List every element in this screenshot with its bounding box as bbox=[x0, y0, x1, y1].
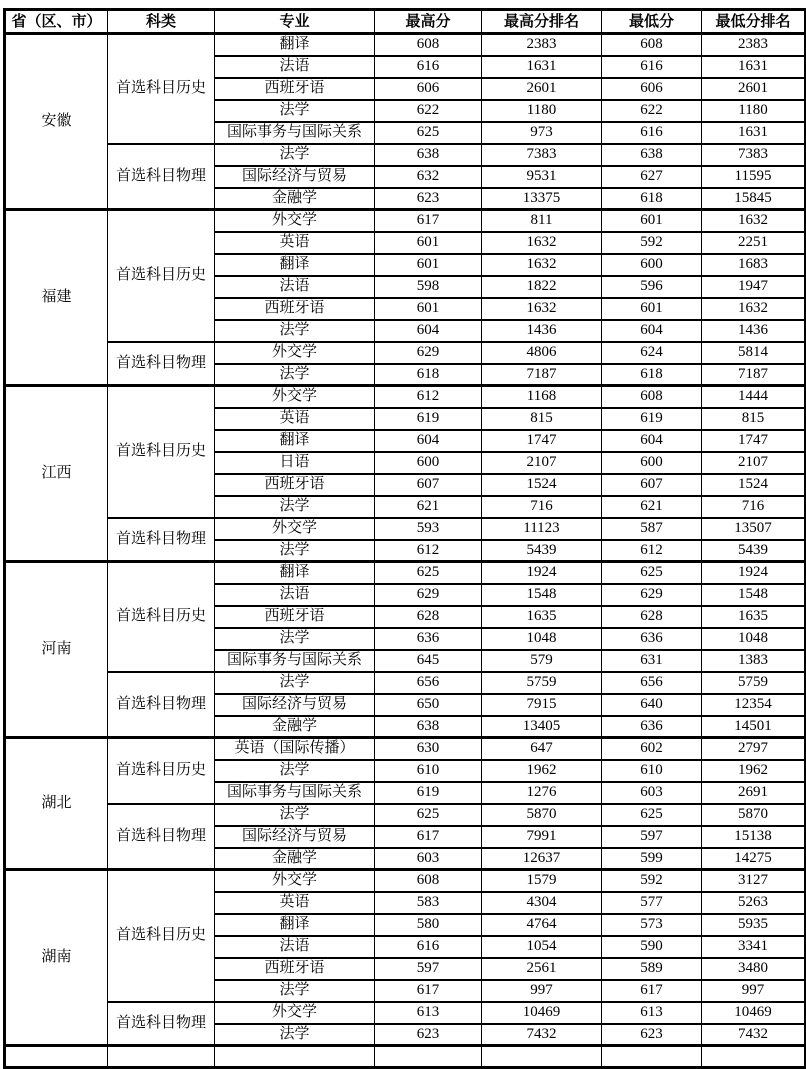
max-score-cell: 601 bbox=[375, 232, 482, 254]
province-cell: 江西 bbox=[5, 386, 108, 562]
min-rank-cell: 5759 bbox=[702, 672, 806, 694]
max-score-cell: 607 bbox=[375, 474, 482, 496]
max-score-cell: 623 bbox=[375, 1024, 482, 1046]
min-rank-cell: 5935 bbox=[702, 914, 806, 936]
table-body bbox=[5, 34, 806, 1068]
major-cell: 外交学 bbox=[215, 1002, 375, 1024]
max-rank-cell: 1548 bbox=[482, 584, 602, 606]
min-score-cell: 625 bbox=[602, 804, 702, 826]
max-rank-cell: 9531 bbox=[482, 166, 602, 188]
min-rank-cell: 2601 bbox=[702, 78, 806, 100]
major-cell: 法学 bbox=[215, 628, 375, 650]
min-rank-cell: 13507 bbox=[702, 518, 806, 540]
min-rank-cell: 1524 bbox=[702, 474, 806, 496]
min-score-cell: 612 bbox=[602, 540, 702, 562]
min-rank-cell: 1436 bbox=[702, 320, 806, 342]
max-rank-cell: 647 bbox=[482, 738, 602, 760]
min-score-cell: 599 bbox=[602, 848, 702, 870]
min-score-cell: 600 bbox=[602, 452, 702, 474]
max-score-cell: 604 bbox=[375, 320, 482, 342]
min-score-cell: 623 bbox=[602, 1024, 702, 1046]
min-rank-cell: 1947 bbox=[702, 276, 806, 298]
column-header-6: 最低分排名 bbox=[702, 10, 806, 34]
max-score-cell: 638 bbox=[375, 716, 482, 738]
min-rank-cell: 1383 bbox=[702, 650, 806, 672]
major-cell: 国际事务与国际关系 bbox=[215, 782, 375, 804]
max-score-cell: 600 bbox=[375, 452, 482, 474]
max-score-cell: 580 bbox=[375, 914, 482, 936]
max-rank-cell: 2601 bbox=[482, 78, 602, 100]
major-cell: 翻译 bbox=[215, 430, 375, 452]
min-rank-cell: 5439 bbox=[702, 540, 806, 562]
category-cell: 首选科目物理 bbox=[108, 672, 215, 738]
max-rank-cell: 1054 bbox=[482, 936, 602, 958]
min-rank-cell: 1635 bbox=[702, 606, 806, 628]
min-rank-cell: 10469 bbox=[702, 1002, 806, 1024]
min-rank-cell: 2691 bbox=[702, 782, 806, 804]
min-rank-cell: 5263 bbox=[702, 892, 806, 914]
max-score-cell: 593 bbox=[375, 518, 482, 540]
min-score-cell: 573 bbox=[602, 914, 702, 936]
max-score-cell: 619 bbox=[375, 782, 482, 804]
empty-cell bbox=[108, 1046, 215, 1068]
category-cell: 首选科目物理 bbox=[108, 144, 215, 210]
min-score-cell: 616 bbox=[602, 56, 702, 78]
max-rank-cell: 973 bbox=[482, 122, 602, 144]
header-row bbox=[5, 10, 806, 34]
min-score-cell: 617 bbox=[602, 980, 702, 1002]
major-cell: 翻译 bbox=[215, 254, 375, 276]
category-cell: 首选科目物理 bbox=[108, 1002, 215, 1046]
province-cell: 湖北 bbox=[5, 738, 108, 870]
min-score-cell: 601 bbox=[602, 210, 702, 232]
admission-score-table bbox=[3, 8, 806, 1069]
province-cell: 安徽 bbox=[5, 34, 108, 210]
min-rank-cell: 11595 bbox=[702, 166, 806, 188]
max-score-cell: 650 bbox=[375, 694, 482, 716]
major-cell: 法学 bbox=[215, 320, 375, 342]
max-score-cell: 625 bbox=[375, 804, 482, 826]
category-cell: 首选科目历史 bbox=[108, 386, 215, 518]
major-cell: 法学 bbox=[215, 804, 375, 826]
table-row bbox=[5, 562, 806, 584]
min-score-cell: 610 bbox=[602, 760, 702, 782]
min-rank-cell: 815 bbox=[702, 408, 806, 430]
min-rank-cell: 5870 bbox=[702, 804, 806, 826]
min-rank-cell: 2797 bbox=[702, 738, 806, 760]
min-score-cell: 603 bbox=[602, 782, 702, 804]
max-score-cell: 628 bbox=[375, 606, 482, 628]
min-score-cell: 606 bbox=[602, 78, 702, 100]
min-rank-cell: 3480 bbox=[702, 958, 806, 980]
major-cell: 西班牙语 bbox=[215, 78, 375, 100]
max-score-cell: 604 bbox=[375, 430, 482, 452]
min-score-cell: 600 bbox=[602, 254, 702, 276]
max-rank-cell: 1048 bbox=[482, 628, 602, 650]
max-rank-cell: 815 bbox=[482, 408, 602, 430]
major-cell: 国际经济与贸易 bbox=[215, 166, 375, 188]
max-score-cell: 623 bbox=[375, 188, 482, 210]
min-score-cell: 590 bbox=[602, 936, 702, 958]
major-cell: 法语 bbox=[215, 56, 375, 78]
max-rank-cell: 811 bbox=[482, 210, 602, 232]
column-header-2: 专业 bbox=[215, 10, 375, 34]
max-score-cell: 638 bbox=[375, 144, 482, 166]
max-score-cell: 622 bbox=[375, 100, 482, 122]
max-rank-cell: 1579 bbox=[482, 870, 602, 892]
min-score-cell: 656 bbox=[602, 672, 702, 694]
min-rank-cell: 1631 bbox=[702, 122, 806, 144]
min-rank-cell: 3127 bbox=[702, 870, 806, 892]
major-cell: 外交学 bbox=[215, 870, 375, 892]
empty-cell bbox=[375, 1046, 482, 1068]
table-row bbox=[5, 518, 806, 540]
max-score-cell: 613 bbox=[375, 1002, 482, 1024]
max-rank-cell: 1524 bbox=[482, 474, 602, 496]
min-rank-cell: 1548 bbox=[702, 584, 806, 606]
min-score-cell: 577 bbox=[602, 892, 702, 914]
category-cell: 首选科目物理 bbox=[108, 518, 215, 562]
min-score-cell: 589 bbox=[602, 958, 702, 980]
max-rank-cell: 7187 bbox=[482, 364, 602, 386]
column-header-3: 最高分 bbox=[375, 10, 482, 34]
max-score-cell: 606 bbox=[375, 78, 482, 100]
major-cell: 金融学 bbox=[215, 848, 375, 870]
max-score-cell: 629 bbox=[375, 342, 482, 364]
max-rank-cell: 10469 bbox=[482, 1002, 602, 1024]
max-rank-cell: 7991 bbox=[482, 826, 602, 848]
min-rank-cell: 1924 bbox=[702, 562, 806, 584]
empty-cell bbox=[215, 1046, 375, 1068]
major-cell: 外交学 bbox=[215, 342, 375, 364]
max-score-cell: 597 bbox=[375, 958, 482, 980]
min-score-cell: 587 bbox=[602, 518, 702, 540]
province-cell: 福建 bbox=[5, 210, 108, 386]
table-row bbox=[5, 870, 806, 892]
page bbox=[0, 8, 806, 1063]
min-rank-cell: 1444 bbox=[702, 386, 806, 408]
table-row bbox=[5, 210, 806, 232]
major-cell: 国际事务与国际关系 bbox=[215, 650, 375, 672]
max-rank-cell: 2383 bbox=[482, 34, 602, 56]
major-cell: 翻译 bbox=[215, 34, 375, 56]
province-cell: 河南 bbox=[5, 562, 108, 738]
table-row bbox=[5, 1002, 806, 1024]
max-score-cell: 619 bbox=[375, 408, 482, 430]
max-rank-cell: 997 bbox=[482, 980, 602, 1002]
max-score-cell: 601 bbox=[375, 254, 482, 276]
table-row bbox=[5, 342, 806, 364]
min-rank-cell: 7187 bbox=[702, 364, 806, 386]
min-score-cell: 628 bbox=[602, 606, 702, 628]
empty-cell bbox=[702, 1046, 806, 1068]
max-rank-cell: 5439 bbox=[482, 540, 602, 562]
major-cell: 西班牙语 bbox=[215, 606, 375, 628]
max-score-cell: 621 bbox=[375, 496, 482, 518]
table-row bbox=[5, 34, 806, 56]
min-score-cell: 636 bbox=[602, 628, 702, 650]
min-rank-cell: 997 bbox=[702, 980, 806, 1002]
category-cell: 首选科目历史 bbox=[108, 562, 215, 672]
max-rank-cell: 1632 bbox=[482, 298, 602, 320]
min-rank-cell: 2107 bbox=[702, 452, 806, 474]
max-rank-cell: 11123 bbox=[482, 518, 602, 540]
category-cell: 首选科目历史 bbox=[108, 870, 215, 1002]
min-score-cell: 618 bbox=[602, 364, 702, 386]
max-score-cell: 618 bbox=[375, 364, 482, 386]
max-rank-cell: 1962 bbox=[482, 760, 602, 782]
major-cell: 国际经济与贸易 bbox=[215, 826, 375, 848]
major-cell: 外交学 bbox=[215, 518, 375, 540]
max-rank-cell: 7915 bbox=[482, 694, 602, 716]
major-cell: 外交学 bbox=[215, 210, 375, 232]
major-cell: 国际经济与贸易 bbox=[215, 694, 375, 716]
max-rank-cell: 4304 bbox=[482, 892, 602, 914]
major-cell: 翻译 bbox=[215, 914, 375, 936]
max-score-cell: 608 bbox=[375, 870, 482, 892]
min-rank-cell: 12354 bbox=[702, 694, 806, 716]
major-cell: 外交学 bbox=[215, 386, 375, 408]
table-row bbox=[5, 386, 806, 408]
major-cell: 西班牙语 bbox=[215, 958, 375, 980]
min-score-cell: 608 bbox=[602, 386, 702, 408]
max-rank-cell: 12637 bbox=[482, 848, 602, 870]
major-cell: 法学 bbox=[215, 1024, 375, 1046]
max-score-cell: 608 bbox=[375, 34, 482, 56]
min-rank-cell: 1180 bbox=[702, 100, 806, 122]
max-rank-cell: 2107 bbox=[482, 452, 602, 474]
empty-cell bbox=[482, 1046, 602, 1068]
max-rank-cell: 2561 bbox=[482, 958, 602, 980]
empty-cell bbox=[602, 1046, 702, 1068]
min-rank-cell: 1632 bbox=[702, 210, 806, 232]
max-rank-cell: 1822 bbox=[482, 276, 602, 298]
max-score-cell: 612 bbox=[375, 540, 482, 562]
min-score-cell: 640 bbox=[602, 694, 702, 716]
max-score-cell: 603 bbox=[375, 848, 482, 870]
min-rank-cell: 1683 bbox=[702, 254, 806, 276]
major-cell: 法学 bbox=[215, 364, 375, 386]
min-score-cell: 601 bbox=[602, 298, 702, 320]
table-row bbox=[5, 672, 806, 694]
major-cell: 英语（国际传播） bbox=[215, 738, 375, 760]
max-score-cell: 656 bbox=[375, 672, 482, 694]
major-cell: 金融学 bbox=[215, 716, 375, 738]
table-row bbox=[5, 738, 806, 760]
major-cell: 国际事务与国际关系 bbox=[215, 122, 375, 144]
min-score-cell: 625 bbox=[602, 562, 702, 584]
max-rank-cell: 1276 bbox=[482, 782, 602, 804]
major-cell: 法学 bbox=[215, 496, 375, 518]
max-score-cell: 612 bbox=[375, 386, 482, 408]
table-row bbox=[5, 804, 806, 826]
category-cell: 首选科目历史 bbox=[108, 210, 215, 342]
min-rank-cell: 1747 bbox=[702, 430, 806, 452]
min-score-cell: 604 bbox=[602, 320, 702, 342]
major-cell: 法学 bbox=[215, 540, 375, 562]
max-rank-cell: 1924 bbox=[482, 562, 602, 584]
max-score-cell: 630 bbox=[375, 738, 482, 760]
table-header bbox=[5, 10, 806, 34]
major-cell: 法学 bbox=[215, 672, 375, 694]
major-cell: 日语 bbox=[215, 452, 375, 474]
min-score-cell: 622 bbox=[602, 100, 702, 122]
max-rank-cell: 1635 bbox=[482, 606, 602, 628]
min-rank-cell: 15845 bbox=[702, 188, 806, 210]
min-rank-cell: 2383 bbox=[702, 34, 806, 56]
major-cell: 法语 bbox=[215, 584, 375, 606]
max-score-cell: 598 bbox=[375, 276, 482, 298]
min-score-cell: 619 bbox=[602, 408, 702, 430]
min-rank-cell: 1962 bbox=[702, 760, 806, 782]
min-rank-cell: 716 bbox=[702, 496, 806, 518]
min-score-cell: 596 bbox=[602, 276, 702, 298]
max-score-cell: 617 bbox=[375, 980, 482, 1002]
table-row bbox=[5, 144, 806, 166]
min-score-cell: 629 bbox=[602, 584, 702, 606]
min-rank-cell: 14501 bbox=[702, 716, 806, 738]
max-score-cell: 583 bbox=[375, 892, 482, 914]
major-cell: 翻译 bbox=[215, 562, 375, 584]
max-score-cell: 645 bbox=[375, 650, 482, 672]
max-rank-cell: 1168 bbox=[482, 386, 602, 408]
major-cell: 西班牙语 bbox=[215, 474, 375, 496]
column-header-1: 科类 bbox=[108, 10, 215, 34]
category-cell: 首选科目历史 bbox=[108, 34, 215, 144]
min-score-cell: 624 bbox=[602, 342, 702, 364]
max-score-cell: 616 bbox=[375, 56, 482, 78]
max-rank-cell: 1747 bbox=[482, 430, 602, 452]
column-header-0: 省（区、市） bbox=[5, 10, 108, 34]
min-score-cell: 613 bbox=[602, 1002, 702, 1024]
column-header-5: 最低分 bbox=[602, 10, 702, 34]
min-rank-cell: 2251 bbox=[702, 232, 806, 254]
clipped-partial-row bbox=[5, 1046, 806, 1068]
max-rank-cell: 4806 bbox=[482, 342, 602, 364]
column-header-4: 最高分排名 bbox=[482, 10, 602, 34]
max-rank-cell: 5870 bbox=[482, 804, 602, 826]
max-score-cell: 629 bbox=[375, 584, 482, 606]
max-score-cell: 636 bbox=[375, 628, 482, 650]
max-rank-cell: 1632 bbox=[482, 254, 602, 276]
min-score-cell: 616 bbox=[602, 122, 702, 144]
category-cell: 首选科目物理 bbox=[108, 342, 215, 386]
major-cell: 法学 bbox=[215, 144, 375, 166]
max-rank-cell: 4764 bbox=[482, 914, 602, 936]
max-rank-cell: 7383 bbox=[482, 144, 602, 166]
major-cell: 法学 bbox=[215, 980, 375, 1002]
max-rank-cell: 1631 bbox=[482, 56, 602, 78]
min-rank-cell: 3341 bbox=[702, 936, 806, 958]
major-cell: 英语 bbox=[215, 892, 375, 914]
min-rank-cell: 1631 bbox=[702, 56, 806, 78]
major-cell: 英语 bbox=[215, 408, 375, 430]
min-score-cell: 621 bbox=[602, 496, 702, 518]
min-rank-cell: 7383 bbox=[702, 144, 806, 166]
major-cell: 法学 bbox=[215, 100, 375, 122]
max-rank-cell: 579 bbox=[482, 650, 602, 672]
min-score-cell: 627 bbox=[602, 166, 702, 188]
major-cell: 法语 bbox=[215, 276, 375, 298]
max-score-cell: 610 bbox=[375, 760, 482, 782]
max-score-cell: 617 bbox=[375, 210, 482, 232]
min-score-cell: 631 bbox=[602, 650, 702, 672]
min-score-cell: 597 bbox=[602, 826, 702, 848]
province-cell: 湖南 bbox=[5, 870, 108, 1046]
min-score-cell: 618 bbox=[602, 188, 702, 210]
min-score-cell: 604 bbox=[602, 430, 702, 452]
max-rank-cell: 1180 bbox=[482, 100, 602, 122]
min-score-cell: 607 bbox=[602, 474, 702, 496]
max-score-cell: 632 bbox=[375, 166, 482, 188]
min-score-cell: 602 bbox=[602, 738, 702, 760]
min-score-cell: 592 bbox=[602, 232, 702, 254]
major-cell: 金融学 bbox=[215, 188, 375, 210]
min-rank-cell: 1632 bbox=[702, 298, 806, 320]
max-rank-cell: 13375 bbox=[482, 188, 602, 210]
min-score-cell: 592 bbox=[602, 870, 702, 892]
max-rank-cell: 7432 bbox=[482, 1024, 602, 1046]
max-score-cell: 617 bbox=[375, 826, 482, 848]
empty-cell bbox=[5, 1046, 108, 1068]
major-cell: 英语 bbox=[215, 232, 375, 254]
category-cell: 首选科目物理 bbox=[108, 804, 215, 870]
max-rank-cell: 1632 bbox=[482, 232, 602, 254]
max-score-cell: 616 bbox=[375, 936, 482, 958]
min-score-cell: 608 bbox=[602, 34, 702, 56]
min-rank-cell: 5814 bbox=[702, 342, 806, 364]
min-rank-cell: 1048 bbox=[702, 628, 806, 650]
max-score-cell: 625 bbox=[375, 562, 482, 584]
min-score-cell: 636 bbox=[602, 716, 702, 738]
max-score-cell: 601 bbox=[375, 298, 482, 320]
min-score-cell: 638 bbox=[602, 144, 702, 166]
max-rank-cell: 5759 bbox=[482, 672, 602, 694]
major-cell: 西班牙语 bbox=[215, 298, 375, 320]
category-cell: 首选科目历史 bbox=[108, 738, 215, 804]
max-rank-cell: 1436 bbox=[482, 320, 602, 342]
min-rank-cell: 14275 bbox=[702, 848, 806, 870]
major-cell: 法语 bbox=[215, 936, 375, 958]
min-rank-cell: 7432 bbox=[702, 1024, 806, 1046]
max-score-cell: 625 bbox=[375, 122, 482, 144]
major-cell: 法学 bbox=[215, 760, 375, 782]
max-rank-cell: 13405 bbox=[482, 716, 602, 738]
min-rank-cell: 15138 bbox=[702, 826, 806, 848]
max-rank-cell: 716 bbox=[482, 496, 602, 518]
